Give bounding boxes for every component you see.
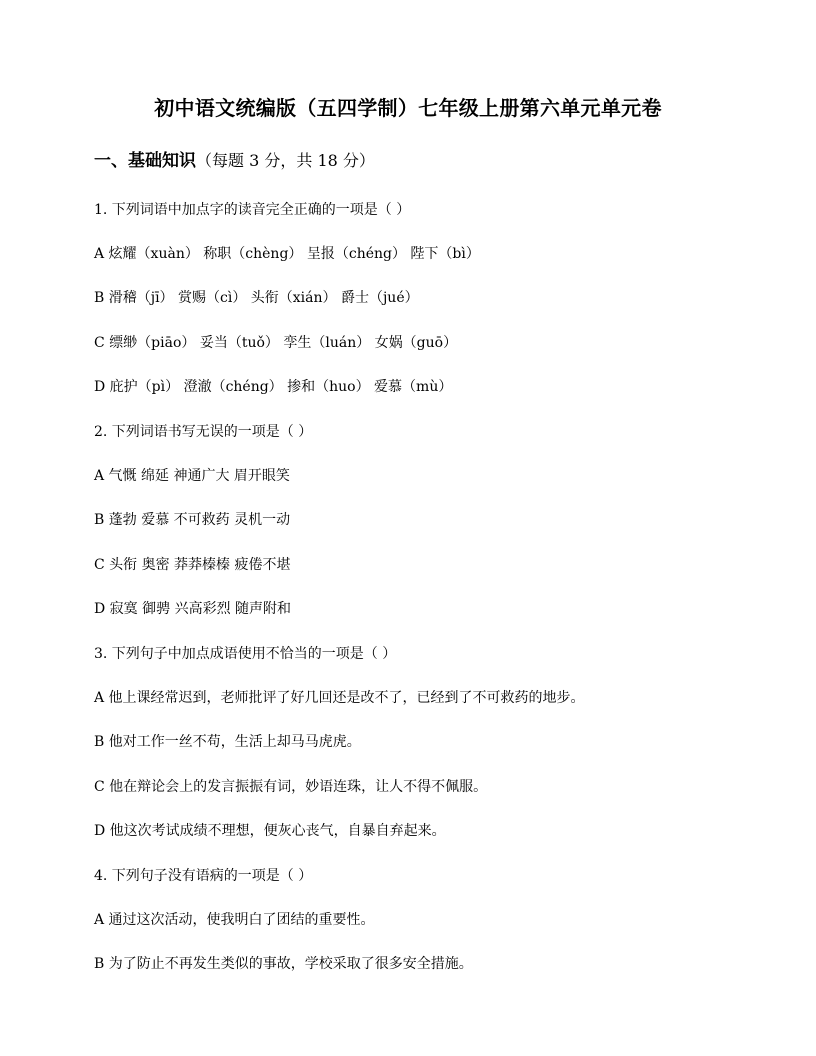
section-heading xyxy=(94,148,375,174)
question-2-option-d: D 寂寞 御骋 兴高彩烈 随声附和 xyxy=(94,601,292,617)
document-title: 初中语文统编版（五四学制）七年级上册第六单元单元卷 xyxy=(154,96,662,120)
question-2-option-a: A 气慨 绵延 神通广大 眉开眼笑 xyxy=(94,468,290,484)
question-4-stem: 4. 下列句子没有语病的一项是（ ） xyxy=(94,868,313,884)
question-4-option-a: A 通过这次活动，使我明白了团结的重要性。 xyxy=(94,912,375,928)
question-2-option-b: B 蓬勃 爱慕 不可救药 灵机一动 xyxy=(94,512,291,528)
question-3-option-b: B 他对工作一丝不苟，生活上却马马虎虎。 xyxy=(94,734,361,750)
question-2-stem: 2. 下列词语书写无误的一项是（ ） xyxy=(94,424,313,440)
question-3-option-a: A 他上课经常迟到，老师批评了好几回还是改不了，已经到了不可救药的地步。 xyxy=(94,690,585,706)
question-3-option-d: D 他这次考试成绩不理想，便灰心丧气，自暴自弃起来。 xyxy=(94,823,446,839)
question-1-option-a: A 炫耀（xuàn） 称职（chèng） 呈报（chéng） 陛下（bì） xyxy=(94,246,480,262)
question-2-option-c: C 头衔 奥密 莽莽榛榛 疲倦不堪 xyxy=(94,557,291,573)
question-1-option-c: C 缥缈（piāo） 妥当（tuǒ） 孪生（luán） 女娲（guō） xyxy=(94,335,458,351)
question-3-stem: 3. 下列句子中加点成语使用不恰当的一项是（ ） xyxy=(94,646,397,662)
question-1-stem: 1. 下列词语中加点字的读音完全正确的一项是（ ） xyxy=(94,202,411,218)
question-4-option-b: B 为了防止不再发生类似的事故，学校采取了很多安全措施。 xyxy=(94,956,473,972)
question-3-option-c: C 他在辩论会上的发言振振有词，妙语连珠，让人不得不佩服。 xyxy=(94,779,488,795)
section-heading-note: （每题 3 分，共 18 分） xyxy=(196,151,375,170)
section-heading-label: 一、基础知识 xyxy=(94,151,196,171)
question-1-option-b: B 滑稽（jī） 赏赐（cì） 头衔（xián） 爵士（jué） xyxy=(94,290,419,306)
question-1-option-d: D 庇护（pì） 澄澈（chéng） 掺和（huo） 爱慕（mù） xyxy=(94,379,453,395)
